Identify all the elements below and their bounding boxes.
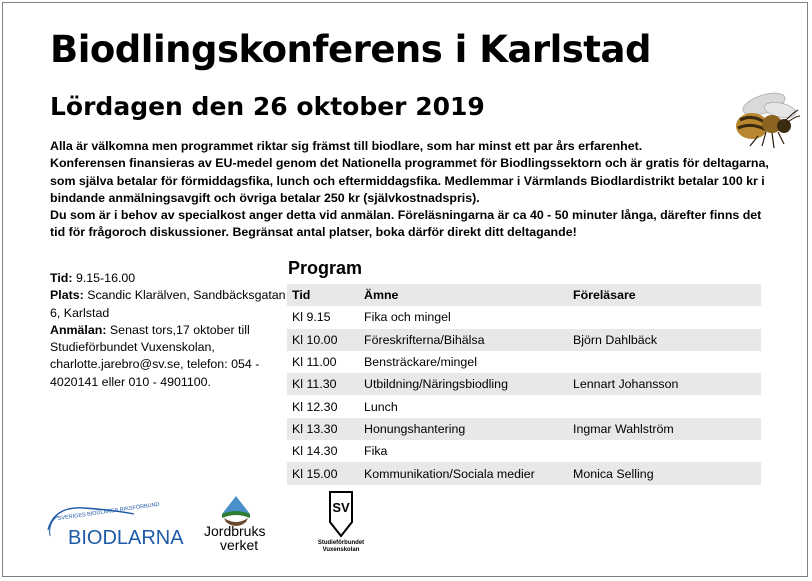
table-header-row [287,284,761,306]
table-row [287,462,761,484]
row-time: Kl 11.00 [292,355,337,370]
row-speaker [568,440,761,462]
table-row [287,306,761,328]
table-row [287,440,761,462]
row-speaker: Ingmar Wahlström [573,421,674,436]
column-header-time: Tid [292,288,311,303]
program-heading: Program [288,258,363,278]
info-time-value: 9.15-16.00 [72,271,136,285]
sv-mark: SV [332,500,350,515]
row-time: Kl 10.00 [292,332,338,347]
info-place [50,287,290,322]
info-time-label: Tid [50,271,69,285]
row-time: Kl 11.30 [292,377,337,392]
table-row [287,329,761,351]
row-time: Kl 12.30 [292,399,338,414]
row-speaker [568,306,761,328]
jordbruksverket-line1: Jordbruks [204,523,266,539]
biodlarna-text: BIODLARNA [68,527,184,549]
info-register-label: Anmälan: [50,322,107,337]
row-topic: Föreskrifterna/Bihälsa [364,332,485,347]
document-title: Biodlingskonferens i Karlstad [50,28,651,71]
table-row [287,373,761,395]
row-topic: Fika och mingel [364,310,451,325]
table-row [287,395,761,417]
info-place-label: Plats: [50,288,84,303]
row-speaker: Lennart Johansson [573,377,679,392]
info-time: Tid: 9.15-16.00 [50,271,136,285]
intro-text [50,138,770,242]
column-header-topic: Ämne [364,288,399,303]
event-info [50,270,290,391]
row-speaker: Monica Selling [573,466,654,481]
info-register [50,322,290,391]
studieforbundet-logo [300,490,382,554]
sv-line2: Vuxenskolan [322,547,360,553]
biodlarna-logo [44,500,184,550]
row-topic: Honungshantering [364,421,466,436]
row-topic: Fika [364,444,388,459]
intro-paragraph: Alla är välkomna men programmet riktar sig främst till biodlare, som har minst ett par års erfarenhet. [50,139,643,153]
info-place-value: Scandic Klarälven, Sandbäcksgatan 6, Karlstad [50,288,286,320]
row-topic: Bensträckare/mingel [364,355,477,370]
row-topic: Lunch [364,399,398,414]
intro-paragraph: Du som är i behov av specialkost anger detta vid anmälan. Föreläsningarna är ca 40 - 50 minuter långa, därefter finns det tid för frågoroch diskussioner. Begränsat antal platser, boka därför direkt ditt deltagande! [50,208,762,240]
row-time: Kl 15.00 [292,466,338,481]
row-time: Kl 13.30 [292,421,338,436]
intro-paragraph: Konferensen finansieras av EU-medel genom det Nationella programmet för Biodlingssektorn och är gratis för deltagarna, som själva betalar för förmiddagsfika, lunch och eftermiddagsfika. Medlemmar i Värmlands Biodlardistrikt betalar 100 kr i bindande anmälningsavgift och övriga betalar 250 kr (självkostnadspris). [50,156,769,205]
document-subtitle: Lördagen den 26 oktober 2019 [50,92,485,121]
table-row [287,418,761,440]
row-speaker [568,395,761,417]
row-speaker: Björn Dahlbäck [573,332,658,347]
row-speaker [568,351,761,373]
row-time: Kl 9.15 [292,310,331,325]
table-row [287,351,761,373]
jordbruksverket-line2: verket [220,537,259,553]
info-register-value: Senast tors,17 oktober till Studieförbundet Vuxenskolan, charlotte.jarebro@sv.se, telefon: 054 - 4020141 eller 010 - 4901100. [50,322,260,389]
jordbruksverket-logo [200,492,278,556]
row-topic: Utbildning/Näringsbiodling [364,377,508,392]
sv-line1: Studieförbundet [317,540,365,546]
row-topic: Kommunikation/Sociala medier [364,466,535,481]
biodlarna-arc-text: SVERIGES BIODLARES RIKSFÖRBUND [57,501,160,522]
program-table [287,284,761,485]
row-time: Kl 14.30 [292,444,338,459]
column-header-speaker: Föreläsare [573,288,636,303]
